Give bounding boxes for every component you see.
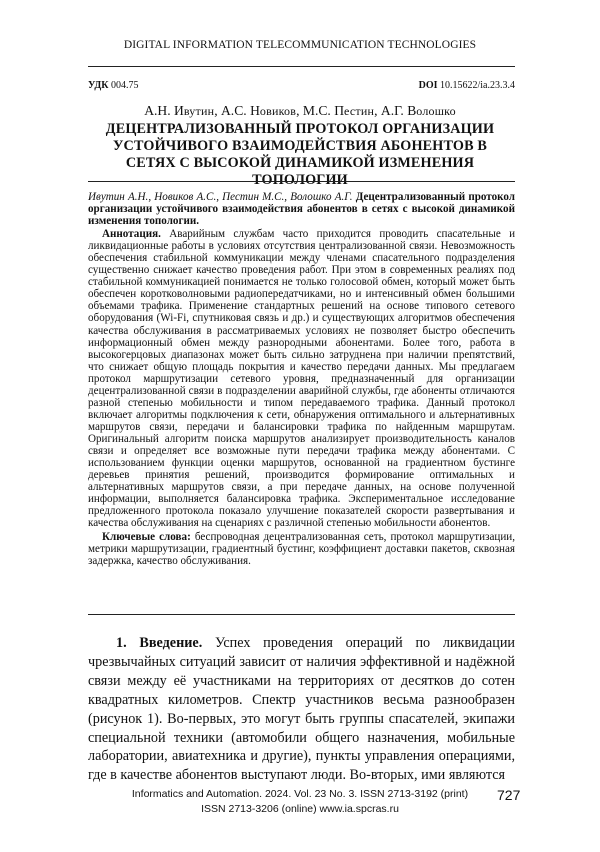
header-rule (88, 66, 515, 67)
paper-title: ДЕЦЕНТРАЛИЗОВАННЫЙ ПРОТОКОЛ ОРГАНИЗАЦИИ УСТОЙЧИВОГО ВЗАИМОДЕЙСТВИЯ АБОНЕНТОВ В СЕТЯХ С ВЫСОКОЙ ДИНАМИКОЙ ИЗМЕНЕНИЯ ТОПОЛОГИИ (105, 121, 495, 188)
author-part: А.Н. И (144, 103, 184, 118)
page-number: 727 (497, 787, 521, 803)
author-part: овиков (259, 104, 297, 118)
abstract-label: Аннотация. (102, 228, 161, 241)
journal-header: DIGITAL INFORMATION TELECOMMUNICATION TECHNOLOGIES (123, 39, 477, 51)
doi-code (419, 80, 515, 91)
keywords (88, 531, 515, 567)
doi-label: DOI (418, 80, 438, 91)
introduction-section (88, 634, 515, 785)
author-part: олошко (416, 104, 456, 118)
abstract-top-rule (88, 181, 515, 182)
footer-line-2: ISSN 2713-3206 (online) www.ia.spcras.ru (201, 803, 399, 815)
abstract (88, 228, 515, 529)
intro-paragraph (88, 634, 515, 785)
citation-authors: Ивутин А.Н., Новиков А.С., Пестин М.С., Волошко А.Г. (88, 191, 353, 203)
author-part: , М.С. П (296, 103, 345, 118)
intro-heading: 1. Введение. (116, 635, 203, 651)
udk-code (88, 80, 138, 91)
author-list (0, 103, 600, 119)
udk-label: УДК (88, 80, 109, 91)
author-part: , А.Г. В (374, 103, 417, 118)
author-part: естин (344, 104, 375, 118)
author-part: , А.С. Н (214, 103, 260, 118)
abstract-text: Аварийным службам часто приходится проводить спасательные и ликвидационные работы в условиях отсутствия централизованной связи. Невозможность обеспечения стабильной коммуникации между членами спасательного подразделения существенно снижает качество проведения работ. При этом в современных реалиях под стабильной коммуникацией понимается не только голосовой обмен, который может быть обеспечен коротковолновыми радиопередатчиками, но и интенсивный обмен большими объемами трафика. Применение стандартных решений на основе типового сетевого оборудования (Wi-Fi, спутниковая связь и др.) и существующих алгоритмов обеспечения качества обслуживания в рассматриваемых условиях не позволяет быстро обеспечить информационный обмен между разнородными абонентами. Более того, работа в высокогерцовых диапазонах может быть сильно затруднена при наличии препятствий, что снижает общую площадь покрытия и качество передачи данных. Мы предлагаем протокол маршрутизации сетевого уровня, предназначенный для организации децентрализованной связи в подразделении аварийной службы, где абоненты отличаются разной степенью мобильности и типом передаваемого трафика. Данный протокол включает алгоритмы подключения к сети, обнаружения оптимального и альтернативных маршрутов связи, передачи и балансировки трафика по найденным маршрутам. Оригинальный алгоритм поиска маршрутов анализирует производительность каналов связи и определяет все возможные пути передачи трафика между абонентами. С использованием функции оценки маршрутов, основанной на градиентном бустинге деревьев принятия решений, производится формирование оптимальных и альтернативных маршрутов связи, а при передаче данных, на основе полученной информации, выполняется балансировка трафика. Экспериментальное исследование предложенного протокола показало улучшение показателей скорости развертывания и качества обслуживания на сценариях с различной степенью мобильности абонентов. (88, 228, 516, 530)
abstract-block (88, 191, 515, 567)
intro-text: Успех проведения операций по ликвидации чрезвычайных ситуаций зависит от наличия эффективной и надёжной связи между её участниками на территориях от десятков до сотен квадратных километров. Спектр участников весьма разнообразен (рисунок 1). Во-первых, это могут быть группы спасателей, экипажи специальной техники (автомобили общего назначения, мобильные лаборатории, авиатехника и другие), пункты управления операциями, где в качестве абонентов выступают люди. Во-вторых, ими являются (88, 635, 516, 784)
citation (88, 191, 515, 227)
author-part: вутин (183, 104, 215, 118)
citation-title: Децентрализованный протокол организации устойчивого взаимодействия абонентов в сетях с высокой динамикой изменения топологии. (88, 191, 515, 228)
doi-value: 10.15622/ia.23.3.4 (440, 80, 515, 91)
footer-line-1: Informatics and Automation. 2024. Vol. 23 No. 3. ISSN 2713-3192 (print) (131, 788, 469, 800)
keywords-text: беспроводная децентрализованная сеть, протокол маршрутизации, метрики маршрутизации, градиентный бустинг, коэффициент доставки пакетов, сквозная задержка, качество обслуживания. (88, 531, 515, 568)
abstract-bottom-rule (88, 614, 515, 615)
keywords-label: Ключевые слова: (102, 531, 191, 544)
udk-value: 004.75 (110, 80, 139, 91)
